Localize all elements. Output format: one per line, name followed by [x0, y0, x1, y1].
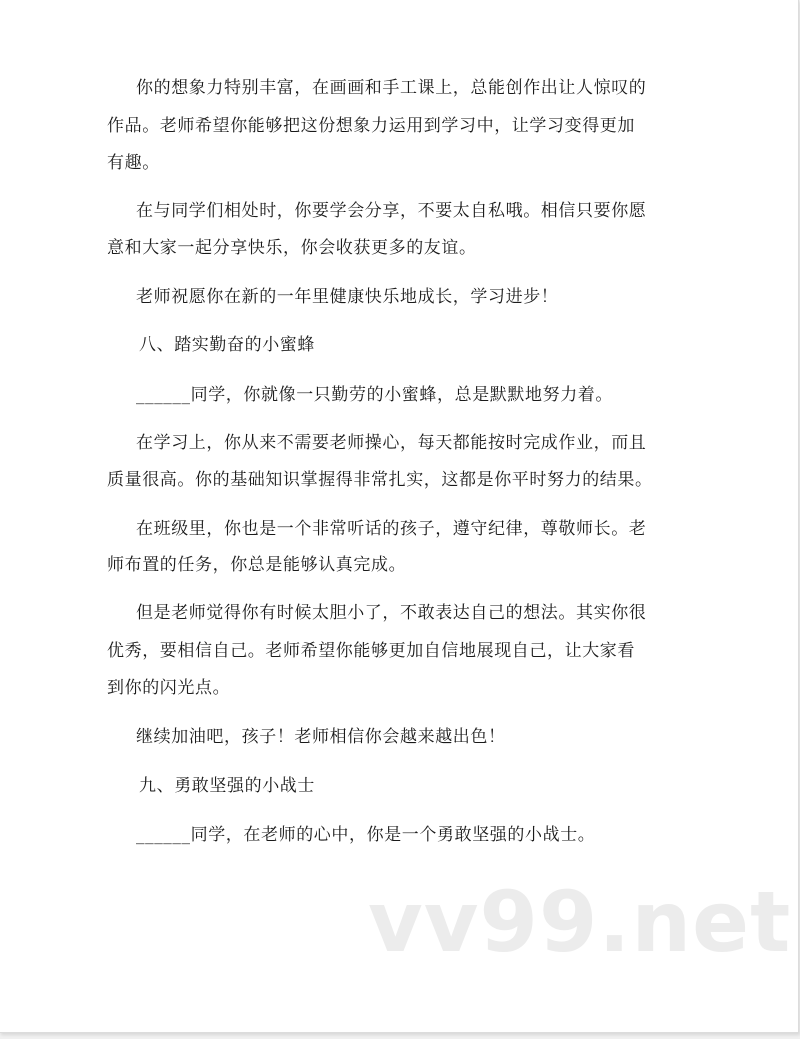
- paragraph-line: 到你的闪光点。: [107, 678, 231, 698]
- paragraph-line: 意和大家一起分享快乐，你会收获更多的友谊。: [107, 238, 477, 258]
- watermark: vv99.net: [368, 873, 792, 971]
- paragraph-line: 作品。老师希望你能够把这份想象力运用到学习中，让学习变得更加: [107, 116, 635, 136]
- paragraph-line: ______同学，在老师的心中，你是一个勇敢坚强的小战士。: [136, 825, 596, 845]
- section-heading: 九、勇敢坚强的小战士: [139, 776, 315, 796]
- paragraph-line: 你的想象力特别丰富，在画画和手工课上，总能创作出让人惊叹的: [136, 78, 647, 98]
- section-heading: 八、踏实勤奋的小蜜蜂: [139, 335, 315, 355]
- paragraph-line: 但是老师觉得你有时候太胆小了，不敢表达自己的想法。其实你很: [136, 603, 647, 623]
- paragraph-line: 在与同学们相处时，你要学会分享，不要太自私哦。相信只要你愿: [136, 201, 647, 221]
- paragraph-line: 继续加油吧，孩子！老师相信你会越来越出色！: [136, 727, 506, 747]
- paragraph-line: ______同学，你就像一只勤劳的小蜜蜂，总是默默地努力着。: [136, 385, 613, 405]
- paragraph-line: 有趣。: [107, 153, 160, 173]
- paragraph-line: 师布置的任务，你总是能够认真完成。: [107, 555, 407, 575]
- paragraph-line: 老师祝愿你在新的一年里健康快乐地成长，学习进步！: [136, 287, 559, 307]
- paragraph-line: 质量很高。你的基础知识掌握得非常扎实，这都是你平时努力的结果。: [107, 470, 653, 490]
- paragraph-line: 优秀，要相信自己。老师希望你能够更加自信地展现自己，让大家看: [107, 641, 635, 661]
- paragraph-line: 在班级里，你也是一个非常听话的孩子，遵守纪律，尊敬师长。老: [136, 519, 647, 539]
- paragraph-line: 在学习上，你从来不需要老师操心，每天都能按时完成作业，而且: [136, 433, 647, 453]
